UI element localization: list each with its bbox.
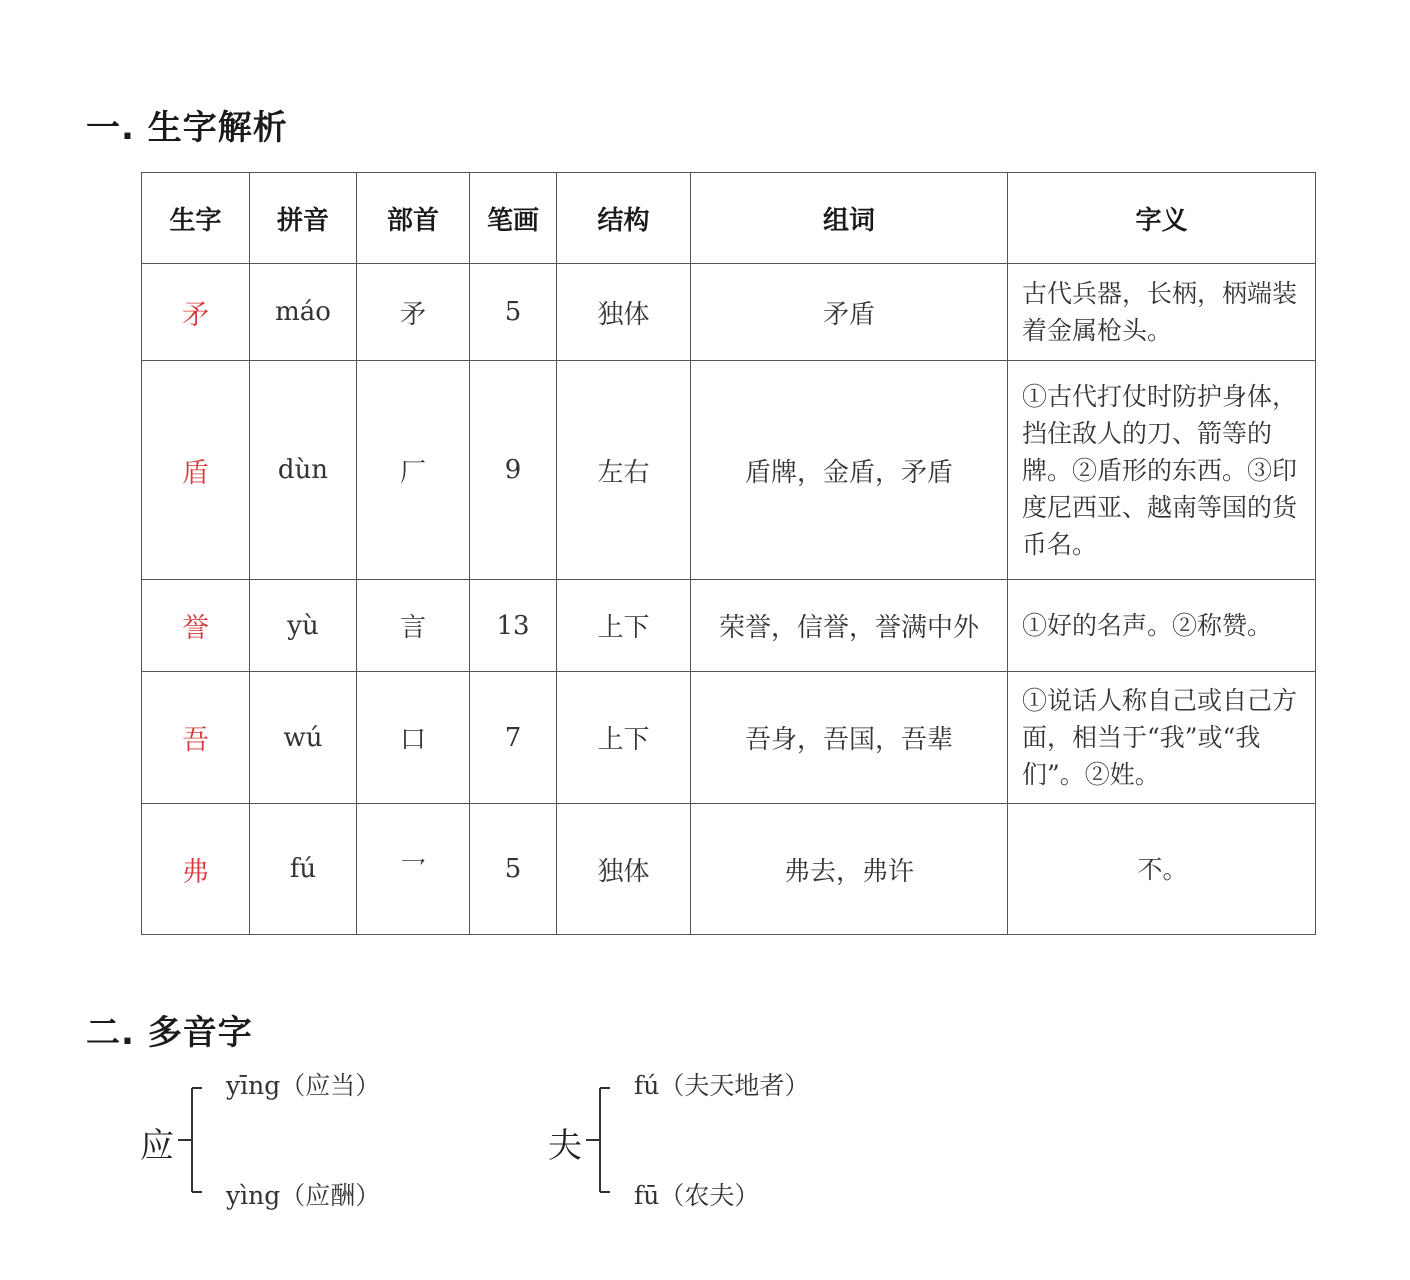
section-title-new-characters: 一. 生字解析 (86, 108, 288, 148)
cell-meaning: 古代兵器，长柄，柄端装着金属枪头。 (1008, 264, 1316, 361)
cell-radical: 矛 (357, 264, 470, 361)
polyphonic-reading: fú（夫天地者） (634, 1071, 810, 1100)
polyphonic-reading: yīng（应当） (226, 1071, 381, 1100)
cell-pinyin: fú (250, 804, 357, 935)
cell-char: 盾 (142, 361, 250, 580)
cell-radical: 口 (357, 672, 470, 804)
cell-meaning: 不。 (1008, 804, 1316, 935)
table-row (142, 264, 1316, 361)
polyphonic-char: 夫 (548, 1126, 582, 1166)
cell-char: 誉 (142, 580, 250, 672)
cell-structure: 独体 (557, 264, 691, 361)
brace-icon (586, 1080, 618, 1200)
cell-radical: 言 (357, 580, 470, 672)
polyphonic-group (140, 1060, 560, 1220)
cell-meaning: ①说话人称自己或自己方面，相当于“我”或“我们”。②姓。 (1008, 672, 1316, 804)
cell-structure: 上下 (557, 672, 691, 804)
cell-words: 吾身，吾国，吾辈 (691, 672, 1008, 804)
cell-strokes: 9 (470, 361, 557, 580)
cell-words: 矛盾 (691, 264, 1008, 361)
header-words: 组词 (691, 173, 1008, 264)
cell-structure: 左右 (557, 361, 691, 580)
cell-char: 吾 (142, 672, 250, 804)
header-strokes: 笔画 (470, 173, 557, 264)
cell-pinyin: wú (250, 672, 357, 804)
cell-words: 荣誉，信誉，誉满中外 (691, 580, 1008, 672)
cell-meaning: ①古代打仗时防护身体，挡住敌人的刀、箭等的牌。②盾形的东西。③印度尼西亚、越南等国的货币名。 (1008, 361, 1316, 580)
table-row (142, 672, 1316, 804)
header-pinyin: 拼音 (250, 173, 357, 264)
cell-strokes: 5 (470, 804, 557, 935)
cell-meaning: ①好的名声。②称赞。 (1008, 580, 1316, 672)
polyphonic-char: 应 (140, 1126, 174, 1166)
cell-pinyin: máo (250, 264, 357, 361)
character-table (141, 172, 1316, 935)
cell-pinyin: dùn (250, 361, 357, 580)
header-char: 生字 (142, 173, 250, 264)
cell-char: 弗 (142, 804, 250, 935)
header-meaning: 字义 (1008, 173, 1316, 264)
cell-radical: 乛 (357, 804, 470, 935)
cell-strokes: 13 (470, 580, 557, 672)
polyphonic-reading: fū（农夫） (634, 1181, 760, 1210)
brace-icon (178, 1080, 210, 1200)
table-row (142, 804, 1316, 935)
cell-pinyin: yù (250, 580, 357, 672)
cell-char: 矛 (142, 264, 250, 361)
cell-structure: 独体 (557, 804, 691, 935)
section-title-polyphonic: 二. 多音字 (86, 1013, 253, 1053)
table-row (142, 361, 1316, 580)
header-structure: 结构 (557, 173, 691, 264)
cell-words: 弗去，弗许 (691, 804, 1008, 935)
polyphonic-group (548, 1060, 968, 1220)
polyphonic-reading: yìng（应酬） (226, 1181, 381, 1210)
table-header-row (142, 173, 1316, 264)
cell-words: 盾牌，金盾，矛盾 (691, 361, 1008, 580)
cell-strokes: 5 (470, 264, 557, 361)
table-row (142, 580, 1316, 672)
cell-radical: 厂 (357, 361, 470, 580)
cell-structure: 上下 (557, 580, 691, 672)
header-radical: 部首 (357, 173, 470, 264)
cell-strokes: 7 (470, 672, 557, 804)
